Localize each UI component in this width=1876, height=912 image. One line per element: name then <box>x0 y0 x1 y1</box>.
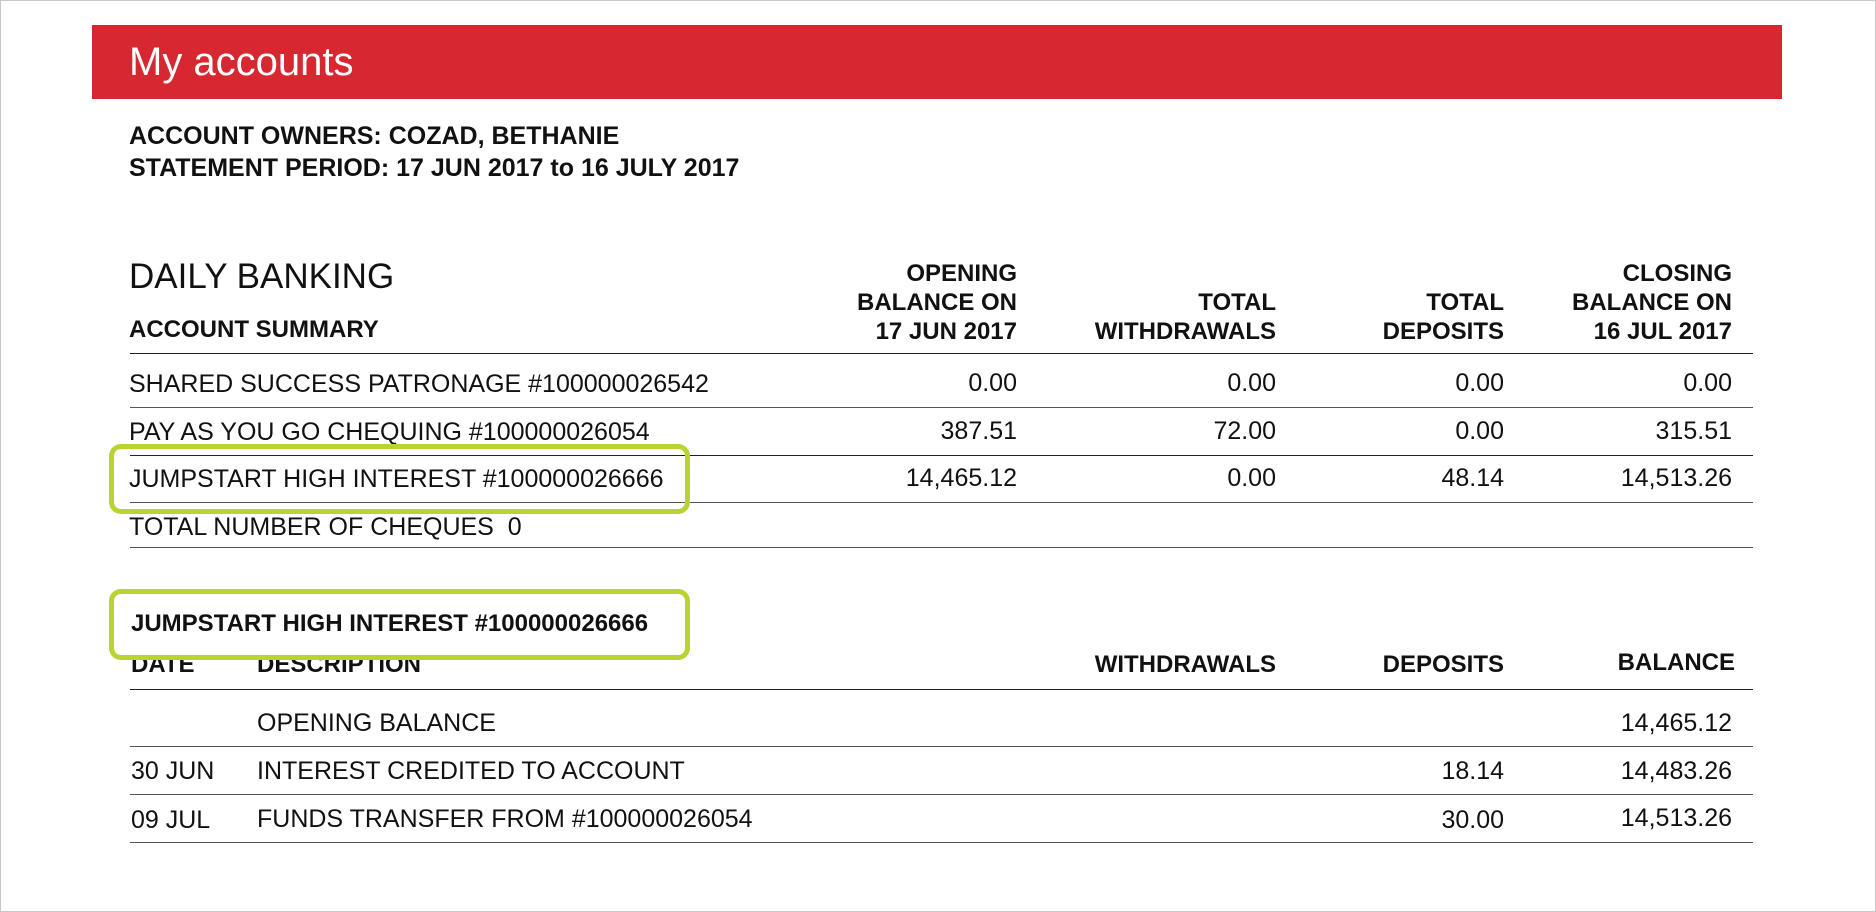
detail-deposit: 30.00 <box>1441 806 1504 834</box>
table-rule <box>130 407 1753 408</box>
table-rule <box>130 353 1753 354</box>
summary-opening: 0.00 <box>968 369 1017 397</box>
detail-date: 09 JUL <box>131 806 211 834</box>
header-total-withdrawals <box>1040 288 1276 346</box>
summary-account: JUMPSTART HIGH INTEREST #100000026666 <box>129 465 664 493</box>
summary-withdrawals: 0.00 <box>1227 369 1276 397</box>
header-opening-balance <box>780 259 1017 346</box>
header-line: DEPOSITS <box>1382 318 1504 345</box>
summary-deposits: 48.14 <box>1441 464 1504 492</box>
detail-balance: 14,483.26 <box>1620 757 1732 785</box>
summary-deposits: 0.00 <box>1455 369 1504 397</box>
highlight-box <box>109 589 690 660</box>
header-withdrawals: WITHDRAWALS <box>1094 651 1276 678</box>
summary-account: SHARED SUCCESS PATRONAGE #100000026542 <box>129 370 709 398</box>
header-line: 16 JUL 2017 <box>1593 318 1732 345</box>
header-description: DESCRIPTION <box>257 651 422 678</box>
table-rule <box>130 794 1753 795</box>
header-line: OPENING <box>906 260 1017 287</box>
header-line: CLOSING <box>1622 260 1732 287</box>
highlight-box <box>109 444 690 514</box>
detail-description: FUNDS TRANSFER FROM #100000026054 <box>257 805 753 833</box>
header-line: 17 JUN 2017 <box>875 318 1017 345</box>
header-line: BALANCE ON <box>857 289 1017 316</box>
summary-subtitle: ACCOUNT SUMMARY <box>129 316 379 343</box>
summary-withdrawals: 72.00 <box>1213 417 1276 445</box>
detail-deposit: 18.14 <box>1441 757 1504 785</box>
page-title: My accounts <box>129 40 354 84</box>
header-total-deposits <box>1300 288 1504 346</box>
header-line: BALANCE ON <box>1572 289 1732 316</box>
header-line: WITHDRAWALS <box>1094 318 1276 345</box>
header-date: DATE <box>131 651 195 678</box>
summary-deposits: 0.00 <box>1455 417 1504 445</box>
detail-balance: 14,465.12 <box>1620 709 1732 737</box>
detail-date: 30 JUN <box>131 757 215 785</box>
summary-closing: 0.00 <box>1683 369 1732 397</box>
table-rule <box>130 842 1753 843</box>
detail-description: INTEREST CREDITED TO ACCOUNT <box>257 757 685 785</box>
summary-account: PAY AS YOU GO CHEQUING #100000026054 <box>129 418 650 446</box>
account-owners: ACCOUNT OWNERS: COZAD, BETHANIE <box>129 122 620 150</box>
detail-description: OPENING BALANCE <box>257 709 496 737</box>
cheque-count: TOTAL NUMBER OF CHEQUES 0 <box>129 513 522 541</box>
header-line: TOTAL <box>1426 289 1504 316</box>
summary-opening: 14,465.12 <box>905 464 1017 492</box>
summary-withdrawals: 0.00 <box>1227 464 1276 492</box>
summary-closing: 315.51 <box>1655 417 1732 445</box>
summary-closing: 14,513.26 <box>1620 464 1732 492</box>
section-title: DAILY BANKING <box>129 257 395 296</box>
table-rule <box>130 547 1753 548</box>
detail-title: JUMPSTART HIGH INTEREST #100000026666 <box>131 610 649 637</box>
table-rule <box>130 689 1753 690</box>
header-banner <box>92 25 1782 99</box>
header-closing-balance <box>1520 259 1732 346</box>
table-rule <box>130 746 1753 747</box>
summary-opening: 387.51 <box>940 417 1017 445</box>
header-deposits: DEPOSITS <box>1382 651 1504 678</box>
header-balance: BALANCE <box>1617 649 1735 676</box>
detail-balance: 14,513.26 <box>1620 804 1732 832</box>
header-line: TOTAL <box>1198 289 1276 316</box>
statement-period: STATEMENT PERIOD: 17 JUN 2017 to 16 JULY 2017 <box>129 154 740 182</box>
